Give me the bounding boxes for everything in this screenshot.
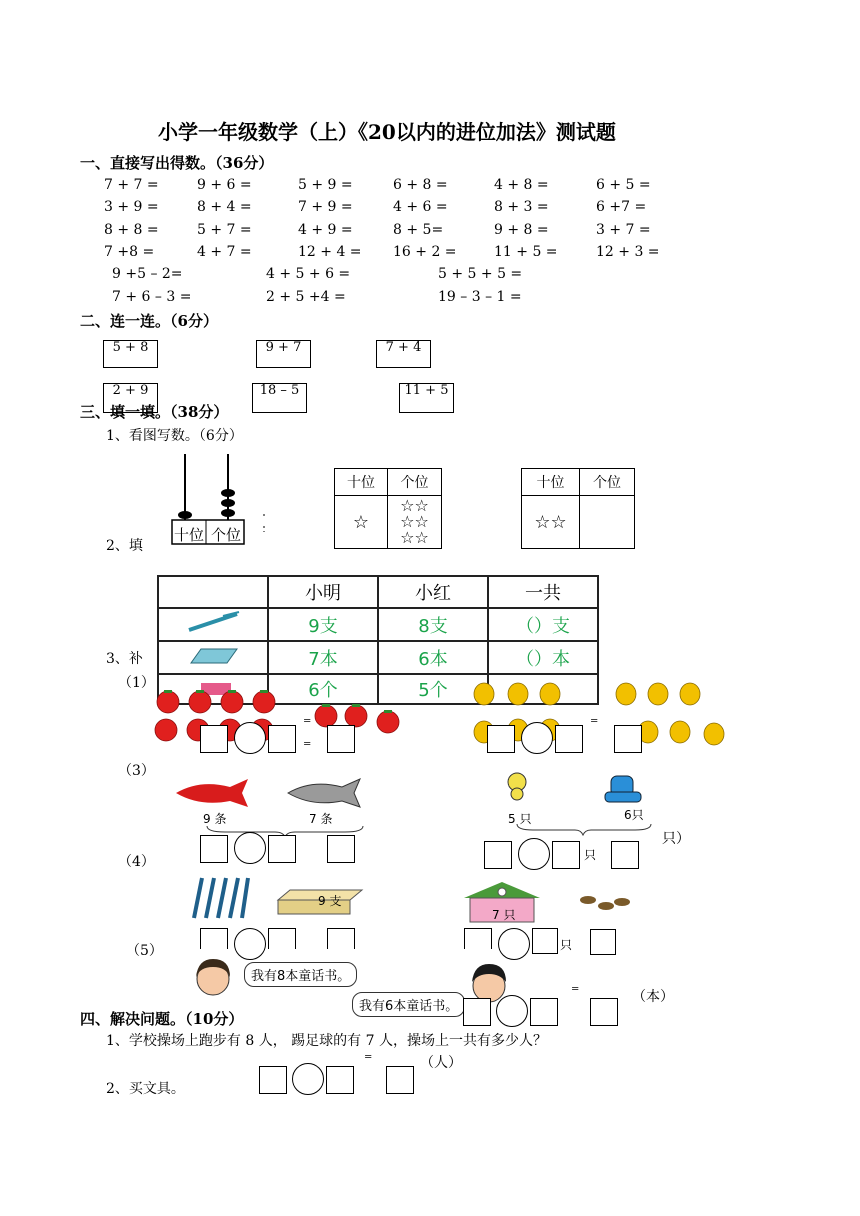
- star-row: ☆☆: [400, 496, 429, 515]
- operator-circle[interactable]: [292, 1063, 324, 1095]
- equation: 4 + 9 =: [298, 222, 353, 238]
- answer-box[interactable]: [555, 725, 583, 753]
- operator-circle[interactable]: [496, 995, 528, 1027]
- unit-label: （人）: [420, 1055, 462, 1071]
- connect-top-2[interactable]: [256, 340, 311, 368]
- equation: 8 + 3 =: [494, 199, 549, 215]
- st-cell: 8支: [378, 608, 488, 641]
- answer-box[interactable]: [327, 928, 355, 949]
- answer-box[interactable]: [611, 841, 639, 869]
- section-1-title: 一、直接写出得数。（36分）: [80, 154, 274, 172]
- operator-circle[interactable]: [518, 838, 550, 870]
- fish-label-1: 9 条: [203, 812, 227, 826]
- equation: 5 + 7 =: [197, 222, 252, 238]
- equation: 8 + 4 =: [197, 199, 252, 215]
- answer-box[interactable]: [463, 998, 491, 1026]
- equation: 3 + 9 =: [104, 199, 159, 215]
- answer-box[interactable]: [268, 835, 296, 863]
- equation: 4 + 6 =: [393, 199, 448, 215]
- pv2-tens-stars: ☆☆: [522, 496, 580, 549]
- equation: 19 – 3 – 1 =: [438, 289, 522, 305]
- answer-box[interactable]: [552, 841, 580, 869]
- girl-speech-bubble: 我有8本童话书。: [244, 962, 357, 987]
- pen-icon: [158, 608, 268, 641]
- operator-circle[interactable]: [498, 928, 530, 960]
- equation: 6 +7 =: [596, 199, 647, 215]
- star-row: ☆☆: [400, 528, 429, 547]
- answer-box[interactable]: [327, 725, 355, 753]
- equation: 11 + 5 =: [494, 244, 558, 260]
- equals-sign: =: [303, 739, 312, 750]
- equation: 5 + 9 =: [298, 177, 353, 193]
- q-label-1: （1）: [118, 675, 155, 691]
- st-cell[interactable]: （）本: [488, 641, 598, 674]
- equation: 12 + 4 =: [298, 244, 362, 260]
- operator-circle[interactable]: [234, 928, 266, 960]
- equation: 4 + 8 =: [494, 177, 549, 193]
- q3-2-label: 2、填: [106, 538, 143, 554]
- connect-label: 9 + 7: [265, 340, 302, 355]
- pv2-ones-header: 个位: [580, 469, 635, 496]
- equation: 7 +8 =: [104, 244, 155, 260]
- answer-box[interactable]: [326, 1066, 354, 1094]
- answer-box[interactable]: [268, 725, 296, 753]
- unit-label: 只: [584, 848, 597, 862]
- st-cell[interactable]: （）支: [488, 608, 598, 641]
- q-label-3: （3）: [118, 763, 155, 779]
- connect-bottom-2[interactable]: [252, 383, 307, 413]
- st-header-xiaoming: 小明: [268, 576, 378, 608]
- bug-label-1: 5 只: [508, 812, 532, 826]
- connect-label: 7 + 4: [385, 340, 422, 355]
- page-title: 小学一年级数学（上）《20以内的进位加法》测试题: [158, 120, 616, 144]
- answer-box[interactable]: [487, 725, 515, 753]
- abacus-ones-label: 个位: [211, 526, 242, 544]
- answer-box[interactable]: [200, 725, 228, 753]
- answer-box[interactable]: [327, 835, 355, 863]
- st-header-blank: [158, 576, 268, 608]
- equation: 7 + 7 =: [104, 177, 159, 193]
- equation: 7 + 9 =: [298, 199, 353, 215]
- house-label: 7 只: [492, 908, 516, 922]
- answer-box[interactable]: [268, 928, 296, 949]
- house-group-icon: [460, 880, 660, 924]
- q-label-4: （4）: [118, 854, 155, 870]
- st-cell: 5个: [378, 674, 488, 704]
- q4-2-text: 2、买文具。: [106, 1081, 185, 1097]
- answer-box[interactable]: [200, 835, 228, 863]
- st-cell: 7本: [268, 641, 378, 674]
- q3-3-label: 3、补: [106, 651, 143, 667]
- unit-label: 只）: [662, 831, 690, 847]
- connect-top-1[interactable]: [103, 340, 158, 368]
- connect-top-3[interactable]: [376, 340, 431, 368]
- equation: 4 + 7 =: [197, 244, 252, 260]
- q4-1-text: 1、学校操场上跑步有 8 人， 踢足球的有 7 人，操场上一共有多少人？: [106, 1033, 547, 1049]
- equals-sign: =: [364, 1052, 373, 1063]
- equals-sign: =: [571, 984, 580, 995]
- answer-box[interactable]: [530, 998, 558, 1026]
- connect-label: 2 + 9: [112, 383, 149, 398]
- equation: 9 + 6 =: [197, 177, 252, 193]
- section-4-title: 四、解决问题。（10分）: [80, 1010, 244, 1028]
- pv1-tens-stars: ☆: [335, 496, 388, 549]
- unit-label: （本）: [632, 989, 674, 1005]
- q3-1-label: 1、看图写数。（6分）: [106, 428, 243, 444]
- pv2-ones-stars[interactable]: [580, 496, 635, 549]
- answer-box[interactable]: [590, 929, 616, 955]
- place-value-table-1: [334, 468, 442, 549]
- equation: 4 + 5 + 6 =: [266, 266, 351, 282]
- equation: 8 + 8 =: [104, 222, 159, 238]
- answer-box[interactable]: [614, 725, 642, 753]
- brace-icon: [515, 822, 655, 836]
- abacus-tens-label: 十位: [174, 526, 205, 544]
- equals-sign: =: [590, 716, 599, 727]
- answer-box[interactable]: [464, 928, 492, 949]
- section-3-title: 三、填一填。（38分）: [80, 403, 229, 421]
- q-label-5: （5）: [126, 943, 163, 959]
- answer-box[interactable]: [590, 998, 618, 1026]
- answer-box[interactable]: [386, 1066, 414, 1094]
- st-header-total: 一共: [488, 576, 598, 608]
- pv1-ones-header: 个位: [388, 469, 442, 496]
- equation: 9 +5 – 2=: [112, 266, 183, 282]
- answer-box[interactable]: [200, 928, 228, 949]
- operator-circle[interactable]: [521, 722, 553, 754]
- pv2-tens-header: 十位: [522, 469, 580, 496]
- star-row: ☆☆: [400, 512, 429, 531]
- boy-speech-bubble: 我有6本童话书。: [352, 992, 465, 1017]
- equation: 2 + 5 +4 =: [266, 289, 346, 305]
- equation: 6 + 5 =: [596, 177, 651, 193]
- st-header-xiaohong: 小红: [378, 576, 488, 608]
- book-icon: [158, 641, 268, 674]
- pv1-ones-stars: [388, 496, 442, 549]
- unit-label: 只: [560, 938, 573, 952]
- connect-label: 18 – 5: [259, 383, 300, 398]
- equation: 5 + 5 + 5 =: [438, 266, 523, 282]
- operator-circle[interactable]: [234, 832, 266, 864]
- place-value-table-2: [521, 468, 635, 549]
- fish-label-2: 7 条: [309, 812, 333, 826]
- connect-label: 11 + 5: [404, 383, 449, 398]
- equation: 6 + 8 =: [393, 177, 448, 193]
- equation: 8 + 5=: [393, 222, 444, 238]
- operator-circle[interactable]: [234, 722, 266, 754]
- pv1-tens-header: 十位: [335, 469, 388, 496]
- bug-label-2: 6只: [624, 808, 644, 822]
- equation: 7 + 6 – 3 =: [112, 289, 192, 305]
- fish-group-icon: [170, 775, 370, 811]
- equals-sign: =: [303, 716, 312, 727]
- pencil-box-label: 9 支: [318, 894, 342, 908]
- equation: 12 + 3 =: [596, 244, 660, 260]
- section-2-title: 二、连一连。（6分）: [80, 312, 218, 330]
- equation: 16 + 2 =: [393, 244, 457, 260]
- equation: 9 + 8 =: [494, 222, 549, 238]
- answer-box[interactable]: [532, 928, 558, 954]
- st-cell: 6个: [268, 674, 378, 704]
- st-cell: 9支: [268, 608, 378, 641]
- answer-box[interactable]: [259, 1066, 287, 1094]
- pencil-group-icon: [186, 870, 386, 922]
- answer-box[interactable]: [484, 841, 512, 869]
- girl-avatar-icon: [190, 955, 236, 997]
- bug-group-icon: [495, 770, 665, 810]
- connect-label: 5 + 8: [112, 340, 149, 355]
- equation: 3 + 7 =: [596, 222, 651, 238]
- st-cell: 6本: [378, 641, 488, 674]
- connect-bottom-3[interactable]: [399, 383, 454, 413]
